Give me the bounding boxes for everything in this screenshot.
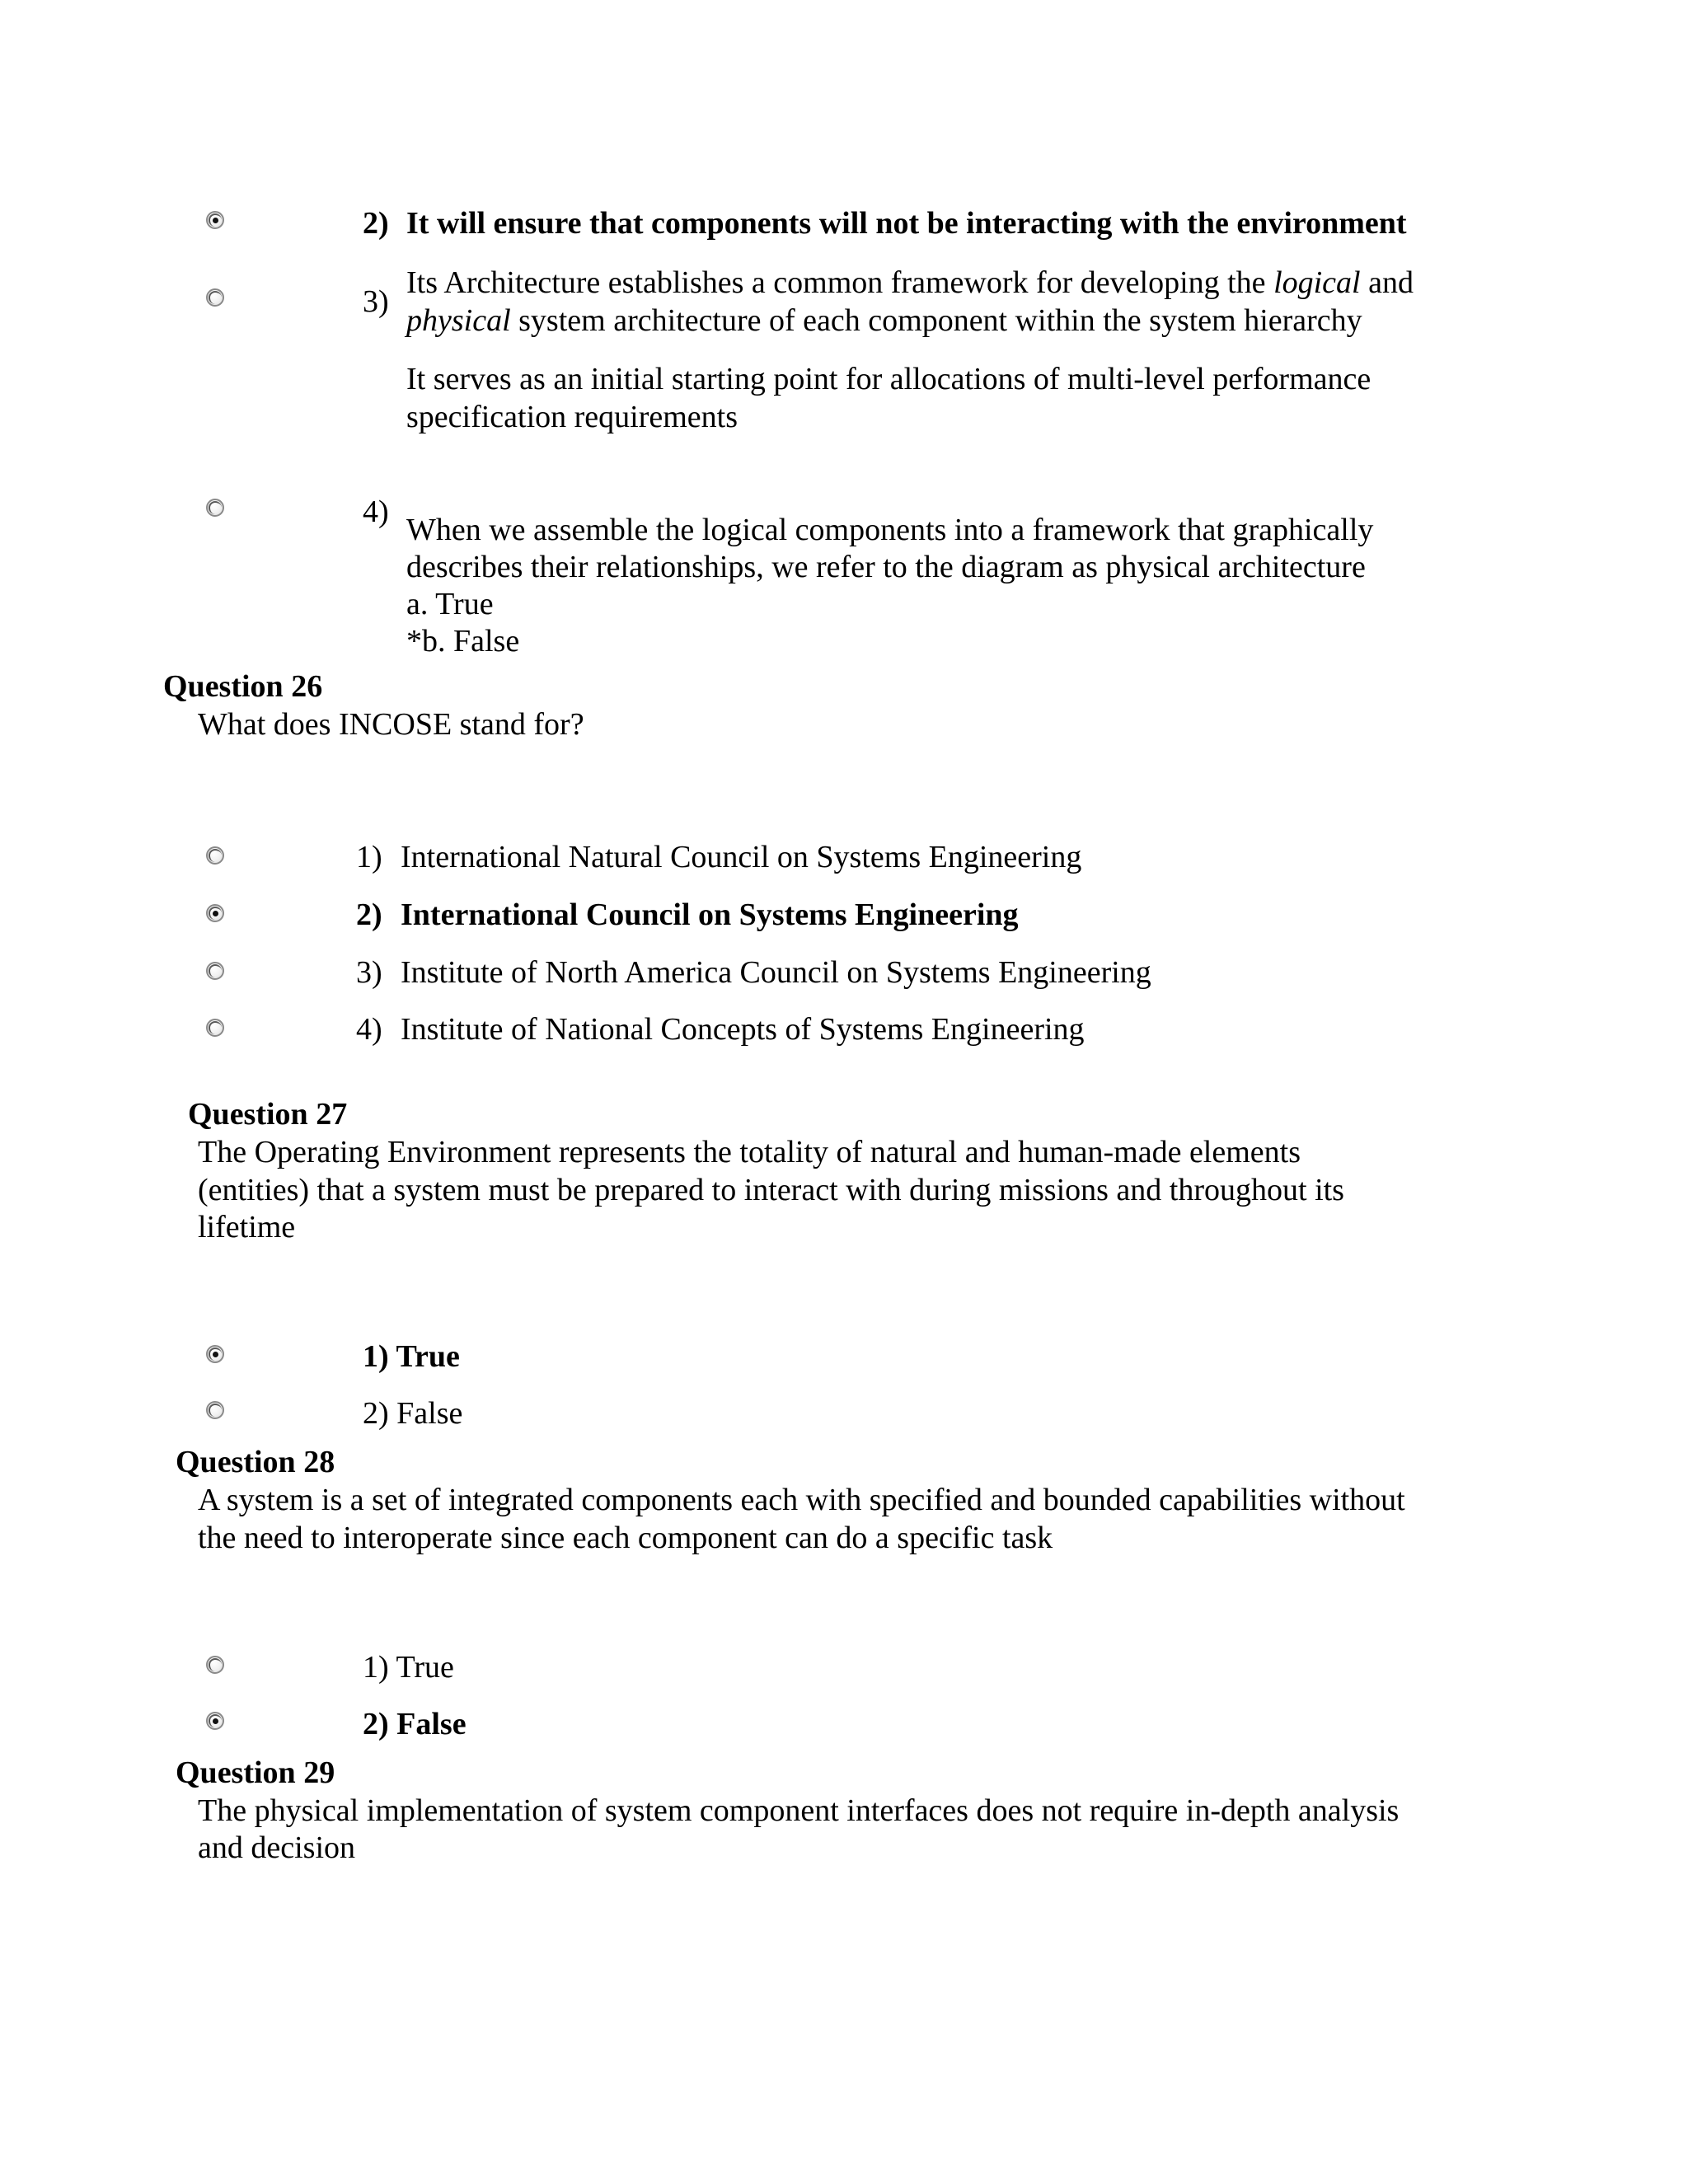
q25-option-2-radio[interactable] (206, 211, 224, 229)
q25-option-2-number: 2) (363, 206, 389, 241)
q25-option-3-number: 3) (363, 284, 389, 319)
q26-option-2-text: International Council on Systems Engineering (401, 898, 1019, 932)
q25-option-4-line-4: *b. False (406, 624, 520, 658)
q28-option-1-radio[interactable] (206, 1656, 224, 1674)
q26-option-1-text: International Natural Council on Systems Engineering (401, 840, 1082, 874)
q26-option-4-radio[interactable] (206, 1019, 224, 1037)
q28-prompt-line-2: the need to interoperate since each component can do a specific task (198, 1521, 1053, 1555)
q27-prompt-line-1: The Operating Environment represents the totality of natural and human-made elements (198, 1135, 1301, 1169)
q25-option-4-line-3: a. True (406, 587, 494, 621)
q26-heading: Question 26 (163, 669, 323, 704)
q27-option-1-radio[interactable] (206, 1345, 224, 1363)
q25-option-3-radio[interactable] (206, 288, 224, 307)
q25-option-4-line-2: describes their relationships, we refer to the diagram as physical architecture (406, 550, 1366, 584)
q26-option-1-radio[interactable] (206, 846, 224, 865)
q28-option-1-label: 1) True (363, 1650, 454, 1685)
q27-option-2-radio[interactable] (206, 1401, 224, 1419)
q29-prompt-line-2: and decision (198, 1830, 356, 1865)
q28-heading: Question 28 (176, 1445, 335, 1479)
q26-prompt: What does INCOSE stand for? (198, 707, 584, 742)
q27-option-1-label: 1) True (363, 1339, 460, 1374)
q26-option-2-radio[interactable] (206, 904, 224, 922)
q28-option-2-label: 2) False (363, 1707, 467, 1741)
q27-option-2-label: 2) False (363, 1396, 463, 1431)
q25-option-4-number: 4) (363, 494, 389, 529)
q26-option-3-number: 3) (356, 955, 382, 990)
q25-option-3-line-2: physical system architecture of each component within the system hierarchy (406, 303, 1362, 338)
q25-option-4-radio[interactable] (206, 499, 224, 517)
q26-option-2-number: 2) (356, 898, 382, 932)
q25-option-2-text: It will ensure that components will not be interacting with the environment (406, 206, 1407, 241)
q26-option-3-radio[interactable] (206, 962, 224, 980)
q26-option-4-number: 4) (356, 1012, 382, 1047)
q29-prompt-line-1: The physical implementation of system component interfaces does not require in-depth analysis (198, 1793, 1400, 1828)
q27-prompt-line-3: lifetime (198, 1210, 296, 1244)
q27-heading: Question 27 (188, 1097, 348, 1132)
q26-option-3-text: Institute of North America Council on Systems Engineering (401, 955, 1151, 990)
q25-option-4-line-1: When we assemble the logical components into a framework that graphically (406, 513, 1374, 547)
q28-prompt-line-1: A system is a set of integrated components each with specified and bounded capabilities without (198, 1483, 1405, 1517)
q25-option-3-line-1: Its Architecture establishes a common framework for developing the logical and (406, 265, 1414, 300)
q25-option-3-line-3: It serves as an initial starting point for allocations of multi-level performance (406, 362, 1372, 396)
q26-option-4-text: Institute of National Concepts of Systems Engineering (401, 1012, 1085, 1047)
q25-option-3-line-4: specification requirements (406, 400, 738, 434)
q28-option-2-radio[interactable] (206, 1712, 224, 1730)
q26-option-1-number: 1) (356, 840, 382, 874)
q29-heading: Question 29 (176, 1755, 335, 1790)
q27-prompt-line-2: (entities) that a system must be prepared to interact with during missions and throughout its (198, 1173, 1344, 1207)
